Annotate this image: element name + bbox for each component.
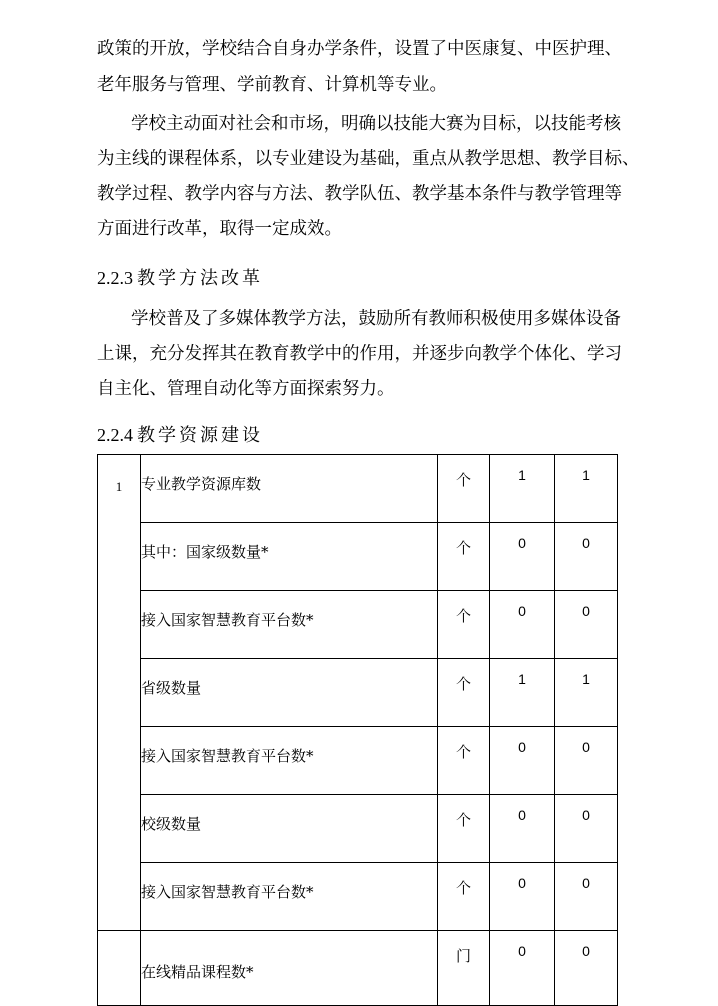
table-row: [98, 727, 618, 795]
row-name: [141, 795, 438, 863]
row-name: [141, 523, 438, 591]
row-name: [141, 591, 438, 659]
row-unit: 个: [438, 863, 490, 931]
row-value-2: 0: [555, 863, 618, 931]
row-name-text: 接入国家智慧教育平台数*: [141, 747, 314, 765]
paragraph-intro: [97, 36, 622, 98]
row-value-1: 0: [490, 591, 555, 659]
row-name-text: 接入国家智慧教育平台数*: [141, 883, 314, 901]
table-row: [98, 591, 618, 659]
row-unit: 个: [438, 659, 490, 727]
row-index: [98, 931, 141, 1006]
row-name: [141, 659, 438, 727]
row-value-2: 0: [555, 591, 618, 659]
text-line: 教学过程、教学内容与方法、教学队伍、教学基本条件与教学管理等: [97, 184, 622, 204]
text-line: 方面进行改革，取得一定成效。: [97, 219, 342, 239]
row-value-2: 1: [555, 455, 618, 523]
row-value-2: 0: [555, 727, 618, 795]
row-name-text: 在线精品课程数*: [141, 963, 254, 981]
table-row: [98, 795, 618, 863]
row-value-1: 0: [490, 523, 555, 591]
row-name-text: 其中：国家级数量*: [141, 543, 269, 561]
text-line: 为主线的课程体系，以专业建设为基础，重点从教学思想、教学目标、: [97, 149, 640, 169]
row-value-2: 1: [555, 659, 618, 727]
row-value-2: 0: [555, 795, 618, 863]
row-name: [141, 931, 438, 1006]
row-name-text: 接入国家智慧教育平台数*: [141, 611, 314, 629]
row-value-2: 0: [555, 523, 618, 591]
section-number: 2.2.4: [97, 425, 133, 445]
row-unit: 个: [438, 591, 490, 659]
table-row: [98, 455, 618, 523]
section-heading-2-2-3: [97, 265, 263, 292]
row-name: [141, 727, 438, 795]
row-unit: 门: [438, 931, 490, 1006]
row-value-1: 0: [490, 795, 555, 863]
section-heading-2-2-4: [97, 422, 263, 449]
table-row: [98, 863, 618, 931]
row-name: [141, 863, 438, 931]
row-value-1: 1: [490, 455, 555, 523]
row-name: [141, 455, 438, 523]
row-unit: 个: [438, 727, 490, 795]
table-row: [98, 659, 618, 727]
row-value-1: 0: [490, 931, 555, 1006]
resource-table: [97, 454, 618, 1006]
row-name-text: 省级数量: [141, 679, 202, 697]
section-title: 教学方法改革: [137, 268, 263, 289]
row-value-1: 0: [490, 863, 555, 931]
paragraph-method: [97, 306, 622, 402]
text-line: 自主化、管理自动化等方面探索努力。: [97, 379, 395, 399]
row-value-2: 0: [555, 931, 618, 1006]
table-row: [98, 931, 618, 1006]
text-line: 老年服务与管理、学前教育、计算机等专业。: [97, 75, 447, 95]
row-index: 1: [98, 455, 141, 931]
section-title: 教学资源建设: [137, 425, 263, 446]
section-number: 2.2.3: [97, 268, 133, 288]
row-name-text: 专业教学资源库数: [141, 475, 262, 493]
text-line: 学校普及了多媒体教学方法，鼓励所有教师积极使用多媒体设备: [131, 309, 621, 329]
row-name-text: 校级数量: [141, 815, 202, 833]
text-line: 学校主动面对社会和市场，明确以技能大赛为目标，以技能考核: [131, 114, 621, 134]
paragraph-reform: [97, 111, 640, 242]
row-value-1: 0: [490, 727, 555, 795]
text-line: 上课，充分发挥其在教育教学中的作用，并逐步向教学个体化、学习: [97, 344, 622, 364]
text-line: 政策的开放，学校结合自身办学条件，设置了中医康复、中医护理、: [97, 39, 622, 59]
row-value-1: 1: [490, 659, 555, 727]
table-row: [98, 523, 618, 591]
row-unit: 个: [438, 523, 490, 591]
row-unit: 个: [438, 795, 490, 863]
row-unit: 个: [438, 455, 490, 523]
